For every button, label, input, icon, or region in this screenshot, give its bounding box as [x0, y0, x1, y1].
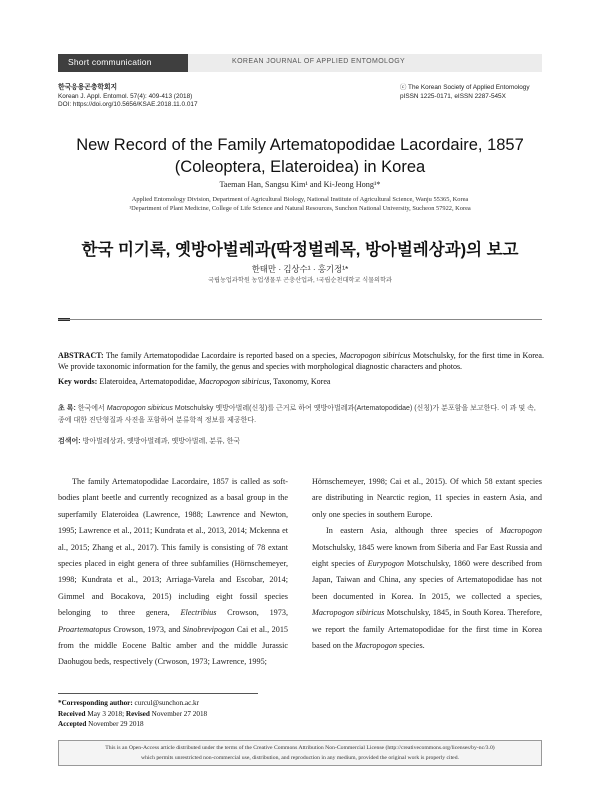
abstract-korean-text-b: Motschulsky 옛방아벌레(신칭)를 근거로 하여 옛방아벌레과(Artematopodidae) (신칭)가 분포함을 보고한다. 이 과 및 속, 종에 대한 진단형질과 사진을 포함하여 분류학적 정보를 제공한다.	[58, 405, 536, 424]
affiliations-english	[58, 195, 542, 214]
genus-name: Macropogon	[500, 526, 542, 536]
affiliation-1: Applied Entomology Division, Department of Agricultural Biology, National Institute of Agricultural Science, Wanju 55365, Korea	[131, 196, 469, 203]
body-paragraph-2	[312, 523, 542, 654]
keywords-korean	[58, 436, 544, 446]
genus-name: Macropogon	[354, 641, 397, 651]
license-box	[58, 740, 542, 766]
abstract-korean-text-a: 한국에서	[77, 405, 107, 412]
corresponding-email[interactable]: curcul@sunchon.ac.kr	[134, 699, 200, 707]
body-text: species.	[396, 641, 425, 651]
body-text: Motschulsky, 1860 were described from Japan, Taiwan and China, any species of Artematopodidae has not been documented in Korea. In 2015, we collected a species,	[312, 559, 542, 601]
dates-line	[58, 709, 207, 720]
authors-korean: 한태만 · 김상수¹ · 홍기정¹*	[251, 264, 349, 274]
authors-english: Taeman Han, Sangsu Kim¹ and Ki-Jeong Hong¹*	[219, 180, 381, 189]
abstract	[58, 350, 544, 372]
revised-label: Revised	[125, 709, 150, 718]
footnote	[58, 698, 207, 730]
journal-korean-name: 한국응용곤충학회지	[58, 84, 118, 91]
citation: Korean J. Appl. Entomol. 57(4): 409-413 (2018)	[58, 92, 193, 100]
received-label: Received	[58, 709, 86, 718]
body-text: Motschulsky, 1845, in South Korea. Therefore, we report the family Artematopodidae for the first time in Korea based on the	[312, 608, 542, 651]
accepted-line	[58, 719, 207, 730]
title-english-line1: New Record of the Family Artematopodidae Lacordaire, 1857	[76, 136, 524, 154]
divider	[58, 319, 542, 320]
license-line-1: This is an Open-Access article distributed under the terms of the Creative Commons Attribution Non-Commercial License (http://creativecommons.org/licenses/by-nc/3.0)	[105, 745, 495, 751]
abstract-label: ABSTRACT:	[58, 351, 104, 360]
keywords-species: Macropogon sibiricus	[198, 377, 270, 386]
body-text: Crowson, 1973, and	[110, 624, 183, 634]
abstract-text-b: Motschulsky, for the first time in Korea. We provide taxonomic information for the family, the genus and species with morphological diagnostic characters and photos.	[58, 351, 544, 372]
section-label: Short communication	[68, 57, 152, 67]
title-english	[70, 134, 530, 178]
citation-block	[58, 84, 198, 110]
society: ⓒ The Korean Society of Applied Entomology	[400, 84, 530, 91]
abstract-korean-species: Macropogon sibiricus	[106, 405, 173, 412]
species-name: Macropogon sibiricus	[312, 608, 385, 618]
body-text: Cai et al., 2015 from the middle Eocene Baltic amber and the middle Jurassic Daohugou beds, respectively (Crwoson, 1973; Lawrence, 1995;	[58, 624, 289, 667]
accepted-label: Accepted	[58, 720, 87, 729]
title-english-line2: (Coleoptera, Elateroidea) in Korea	[174, 158, 426, 176]
body-paragraph-1-continued: Hörnschemeyer, 1998; Cai et al., 2015). Of which 58 extant species are distributing in Nearctic region, 11 species in eastern Asia, and only one species in southern Europe.	[312, 477, 542, 519]
footnote-divider	[58, 693, 258, 694]
keywords-text-a: Elateroidea, Artematopodidae,	[99, 377, 199, 386]
keywords-text-b: , Taxonomy, Korea	[269, 377, 331, 386]
genus-name: Eurypogon	[367, 559, 404, 569]
genus-name: Sinobrevipogon	[182, 624, 235, 634]
body-text: Crowson, 1973,	[216, 608, 289, 618]
journal-name: KOREAN JOURNAL OF APPLIED ENTOMOLOGY	[232, 58, 406, 65]
keywords-korean-text: 방아벌레상과, 옛방아벌레과, 옛방아벌레, 분류, 한국	[82, 438, 241, 445]
accepted-date: November 29 2018	[88, 720, 144, 729]
body-text: In eastern Asia, although three species of	[326, 526, 500, 536]
body-paragraph-1	[58, 474, 288, 671]
abstract-species: Macropogon sibiricus	[339, 351, 411, 360]
abstract-korean-label: 초 록:	[58, 405, 76, 412]
title-korean: 한국 미기록, 옛방아벌레과(딱정벌레목, 방아벌레상과)의 보고	[81, 241, 519, 259]
affiliation-2: ¹Department of Plant Medicine, College of Life Science and Natural Resources, Sunchon National University, Sucheon 57922, Korea	[129, 205, 471, 213]
license-line-2: which permits unrestricted non-commercial use, distribution, and reproduction in any medium, provided the original work is properly cited.	[141, 754, 459, 761]
keywords-label: Key words:	[58, 377, 98, 386]
abstract-korean	[58, 403, 544, 426]
affiliations-korean: 국립농업과학원 농업생물부 곤충산업과, ¹국립순천대학교 식물의학과	[208, 277, 392, 284]
body-column-left	[58, 474, 288, 671]
body-text: The family Artematopodidae Lacordaire, 1857 is called as soft-bodies plant beetle and currently recognized as a basal group in the superfamily Elateroidea (Lawrence, 1988; Lawrence and Newton, 1995; Lawrence et al., 2011; Kundrata et al., 2013, 2014; Mckenna et al., 2015; Zhang et al., 2017). This family is consisting of 78 extant species placed in eight genera of three subfamilies (Hörnschemeyer, 1998; Kundrata et al., 2013; Arriaga-Varela and Escobar, 2014; Gimmel and Bocakova, 2015) including eight fossil species belonging to three genera,	[58, 477, 288, 618]
doi-link[interactable]: DOI: https://doi.org/10.5656/KSAE.2018.11.0.017	[58, 101, 198, 109]
corresponding-author	[58, 698, 207, 709]
genus-name: Proartematopus	[58, 624, 111, 634]
society-block	[400, 84, 530, 101]
body-column-right	[312, 474, 542, 654]
genus-name: Electribius	[180, 608, 217, 618]
issn: pISSN 1225-0171, eISSN 2287-545X	[400, 92, 506, 100]
revised-date: November 27 2018	[151, 709, 208, 718]
body-text: Motschulsky, 1845 were known from Siberia and Far East Russia and eight species of	[312, 542, 542, 569]
received-date: May 3 2018;	[87, 709, 125, 718]
corresponding-label: *Corresponding author:	[58, 699, 133, 707]
keywords	[58, 377, 544, 386]
keywords-korean-label: 검색어:	[58, 438, 81, 445]
abstract-text-a: The family Artematopodidae Lacordaire is reported based on a species,	[105, 351, 340, 360]
